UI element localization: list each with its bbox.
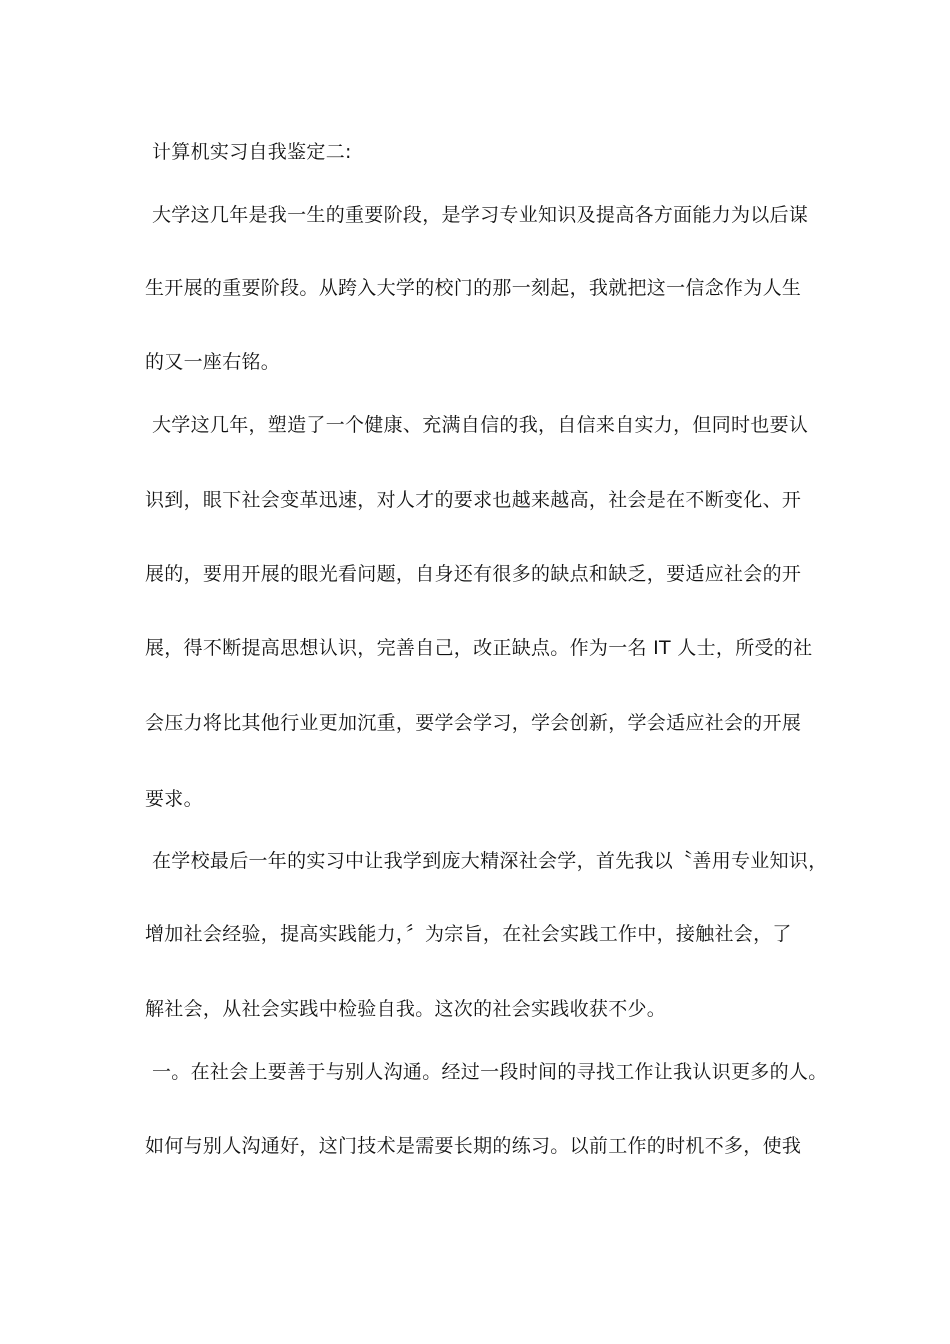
paragraph-line: 要求。 [145,788,203,810]
paragraph-line: 会压力将比其他行业更加沉重，要学会学习，学会创新，学会适应社会的开展 [145,712,802,734]
paragraph-line: 的又一座右铭。 [145,351,281,373]
paragraph-line: 在学校最后一年的实习中让我学到庞大精深社会学，首先我以〝善用专业知识， [152,850,828,872]
paragraph-line: 解社会，从社会实践中检验自我。这次的社会实践收获不少。 [145,998,667,1020]
paragraph-line: 生开展的重要阶段。从跨入大学的校门的那一刻起，我就把这一信念作为人生 [145,277,802,299]
paragraph-line: 一。在社会上要善于与别人沟通。经过一段时间的寻找工作让我认识更多的人。 [152,1061,828,1083]
document-heading: 计算机实习自我鉴定二: [152,141,352,163]
paragraph-line: 识到，眼下社会变革迅速，对人才的要求也越来越高，社会是在不断变化、开 [145,489,802,511]
paragraph-line: 如何与别人沟通好，这门技术是需要长期的练习。以前工作的时机不多，使我 [145,1135,802,1157]
paragraph-line: 展的，要用开展的眼光看问题，自身还有很多的缺点和缺乏，要适应社会的开 [145,563,802,585]
paragraph-line: 大学这几年是我一生的重要阶段，是学习专业知识及提高各方面能力为以后谋 [152,204,809,226]
paragraph-line: 增加社会经验，提高实践能力，〞为宗旨，在社会实践工作中，接触社会，了 [145,923,792,945]
paragraph-line: 展，得不断提高思想认识，完善自己，改正缺点。作为一名 IT 人士，所受的社 [145,637,813,659]
paragraph-line: 大学这几年，塑造了一个健康、充满自信的我，自信来自实力，但同时也要认 [152,414,809,436]
